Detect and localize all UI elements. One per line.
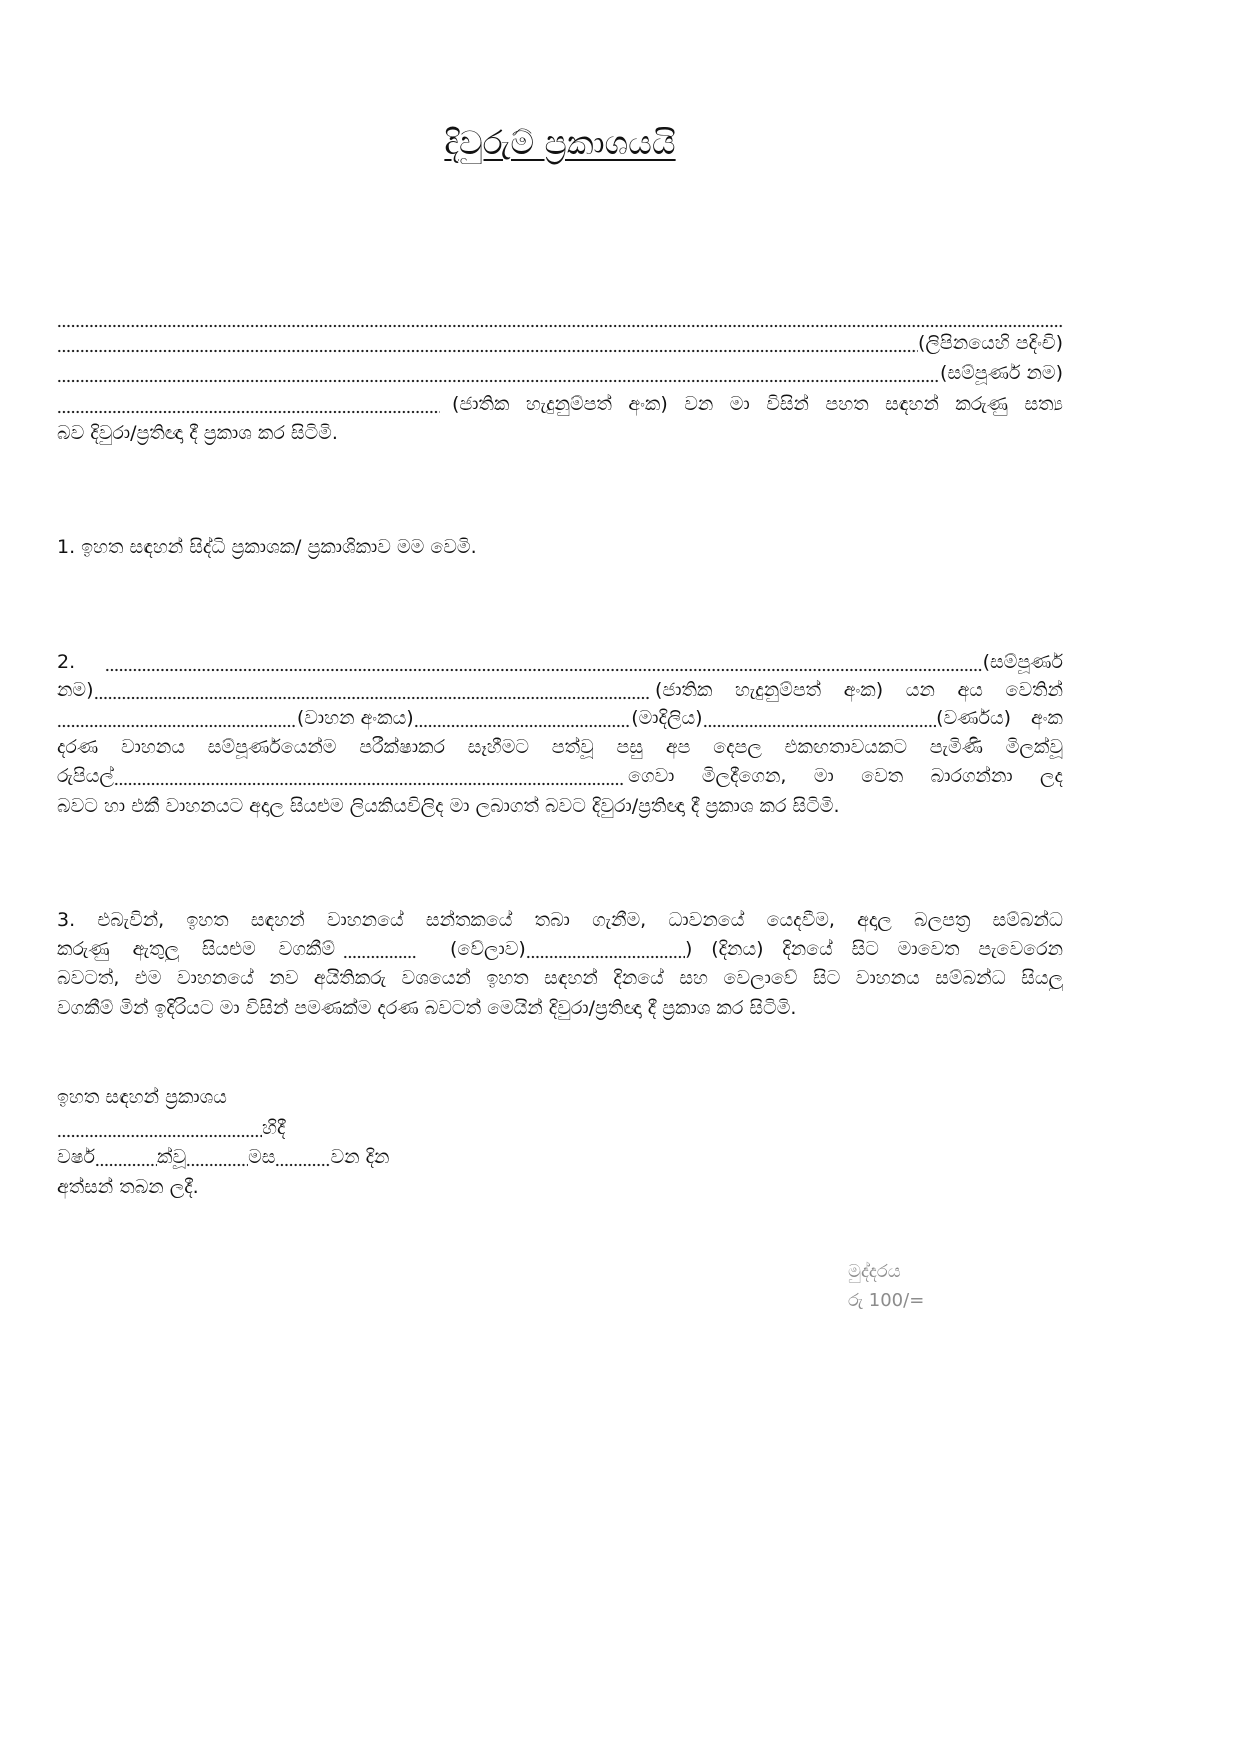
month-label: මස bbox=[248, 1146, 276, 1168]
full-name-label-start: (සම්පූර්ණ bbox=[982, 651, 1063, 673]
attestation-signed: අත්සන් තබන ලදී. bbox=[57, 1176, 199, 1198]
payment-text: ගෙවා මිලදීගෙන, මා වෙත බාරගන්නා ලද bbox=[628, 765, 1063, 787]
clause-1: 1. ඉහත සඳහන් සිද්ධි ප්‍රකාශක/ ප්‍රකාශිකාව මම වෙමි. bbox=[57, 536, 477, 558]
fill-in-blank bbox=[526, 936, 685, 962]
fill-in-blank bbox=[57, 360, 940, 386]
number-word: අංක bbox=[1031, 707, 1063, 729]
intro-affirmation: බව දිවුරා/ප්‍රතිඥා දී ප්‍රකාශ කර සිටිමි. bbox=[57, 422, 338, 444]
liabilities-text: කරුණු ඇතුලු සියළුම වගකීම් bbox=[57, 938, 335, 960]
place-suffix: හිදී bbox=[262, 1117, 286, 1139]
clause-2-line-2 bbox=[57, 677, 1063, 703]
attestation-place-line bbox=[57, 1115, 1063, 1141]
address-label: (ලිපිනයෙහි පදිංචි) bbox=[918, 332, 1063, 354]
model-label: (මාදිලිය) bbox=[631, 707, 703, 729]
clause-3-line-4: වගකීම් මින් ඉදිරියට මා විසින් පමණක්ම දරණ බවටත් මෙයින් දිවුරා/ප්‍රතිඥා දී ප්‍රකාශ කර සිටිමි. bbox=[57, 997, 797, 1019]
intro-nic-line bbox=[57, 391, 1063, 417]
clause-3-line-3: බවටත්, එම වාහනයේ නව අයිතිකරු වශයෙන් ඉහත සඳහන් දිනයේ සහ වෙලාවේ සිට වාහනය සම්බන්ධ සියලු bbox=[57, 967, 1063, 989]
attestation-word: ක්වූ bbox=[157, 1146, 187, 1168]
fill-in-blank bbox=[275, 1144, 330, 1170]
seller-nic-label: (ජාතික හැදුනුම්පත් අංක) යන අය වෙතින් bbox=[655, 679, 1063, 701]
fill-in-blank bbox=[114, 763, 624, 789]
year-label: වර්ෂ bbox=[57, 1146, 96, 1168]
full-name-label-end: නම) bbox=[57, 679, 94, 701]
fill-in-blank bbox=[703, 705, 937, 731]
full-name-label: (සම්පූර්ණ නම) bbox=[940, 362, 1063, 384]
fill-in-blank bbox=[105, 649, 983, 675]
fill-in-blank bbox=[186, 1144, 248, 1170]
fill-in-blank bbox=[414, 705, 632, 731]
rupees-label: රුපියල් bbox=[57, 765, 114, 787]
nic-statement: (ජාතික හැදුනුම්පත් අංක) වන මා විසින් පහත සඳහන් කරුණු සත්‍ය bbox=[452, 393, 1063, 415]
clause-2-line-4: දරණ වාහනය සම්පූර්ණයෙන්ම පරීක්ෂාකර සෑහීමට පත්වූ පසු අප දෙපල එකඟතාවයකට පැමිණි මිලක්වූ bbox=[57, 736, 1063, 758]
fill-in-blank bbox=[95, 1144, 157, 1170]
fill-in-blank bbox=[57, 1115, 262, 1141]
colour-label: (වර්ණය) bbox=[936, 707, 1012, 729]
clause-2-line-3 bbox=[57, 705, 1063, 731]
fill-in-blank bbox=[57, 305, 1063, 331]
fill-in-blank bbox=[94, 677, 649, 703]
intro-blank-line bbox=[57, 305, 1063, 331]
stamp-label: මුද්දරය bbox=[848, 1261, 901, 1282]
fill-in-blank bbox=[57, 330, 918, 356]
time-label: (වේලාව) bbox=[450, 938, 526, 960]
fill-in-blank bbox=[57, 705, 297, 731]
document-title: දිවුරුම් ප්‍රකාශයයි bbox=[444, 123, 676, 162]
vehicle-number-label: (වාහන අංකය) bbox=[296, 707, 414, 729]
intro-address-line bbox=[57, 330, 1063, 356]
date-transfer-text: ) (දිනය) දිනයේ සිට මාවෙත පැවෙරෙන bbox=[685, 938, 1063, 960]
fill-in-blank bbox=[343, 936, 416, 962]
clause-2-line-6: බවට හා එකී වාහනයට අදාල සියළුම ලියකියවිලිද මා ලබාගත් බවට දිවුරා/ප්‍රතිඥා දී ප්‍රකාශ කර සිටිමි. bbox=[57, 795, 840, 817]
clause-2-line-1 bbox=[57, 649, 1063, 675]
clause-2-number: 2. bbox=[57, 651, 76, 673]
fill-in-blank bbox=[57, 391, 440, 417]
intro-name-line bbox=[57, 360, 1063, 386]
clause-3-line-1: 3. එබැවින්, ඉහත සඳහන් වාහනයේ සන්තකයේ තබා ගැනීම, ධාවනයේ යෙදවීම, අදාල බලපත්‍ර සම්බන්ධ bbox=[57, 909, 1063, 931]
clause-3-line-2 bbox=[57, 936, 1063, 962]
clause-2-line-5 bbox=[57, 763, 1063, 789]
stamp-amount: රු 100/= bbox=[848, 1290, 925, 1311]
attestation-date-line bbox=[57, 1144, 1063, 1170]
day-label: වන දින bbox=[330, 1146, 390, 1168]
attestation-heading: ඉහත සඳහන් ප්‍රකාශය bbox=[57, 1086, 227, 1108]
